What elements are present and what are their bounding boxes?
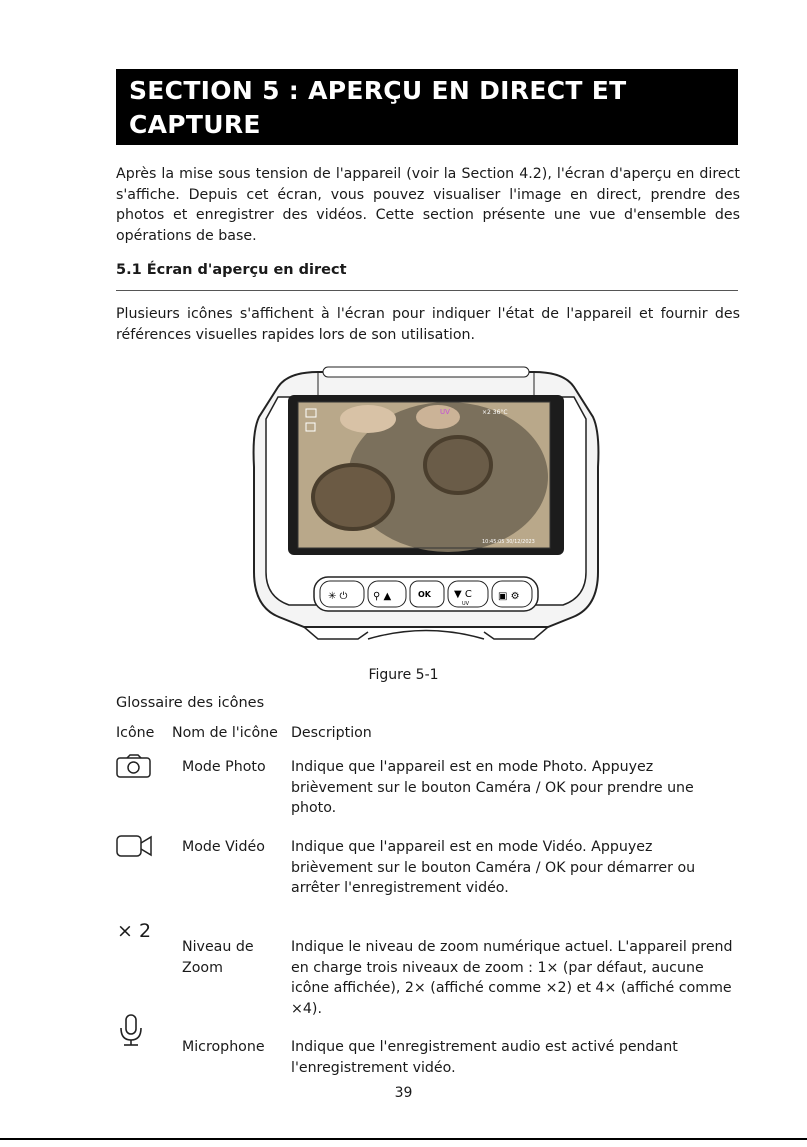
footer-line <box>0 1138 807 1140</box>
screen-status-text: ×2 36°C <box>482 409 508 416</box>
section-title-line2: CAPTURE <box>129 110 261 139</box>
header-icon: Icône <box>116 725 155 741</box>
subsection-title: 5.1 Écran d'aperçu en direct <box>116 262 347 278</box>
device-illustration <box>248 357 604 657</box>
glossary-title: Glossaire des icônes <box>116 695 265 711</box>
device-figure <box>248 357 604 657</box>
section-title-box <box>116 69 738 145</box>
row-name-zoom: Niveau de Zoom <box>182 939 254 976</box>
screen-uv-label: UV <box>440 408 450 416</box>
row-desc-zoom: Indique le niveau de zoom numérique actuel. L'appareil prend en charge trois niveaux de zoom : 1× (par défaut, aucune icône affichée), 2× (affiché comme ×2) et 4× (affiché comme ×4). <box>291 939 733 1017</box>
row-desc-microphone: Indique que l'enregistrement audio est activé pendant l'enregistrement vidéo. <box>291 1039 678 1076</box>
row-name-photo: Mode Photo <box>182 759 266 775</box>
video-camera-icon <box>116 834 154 862</box>
header-desc: Description <box>291 725 372 741</box>
microphone-icon <box>118 1014 144 1052</box>
section-title-line1: SECTION 5 : APERÇU EN DIRECT ET <box>129 76 627 105</box>
page-number: 39 <box>394 1085 413 1101</box>
subsection-divider <box>116 290 738 291</box>
svg-text:⚲ ▲: ⚲ ▲ <box>373 591 392 602</box>
screen-timestamp: 10:45:05 30/12/2023 <box>482 539 535 545</box>
camera-icon <box>116 754 152 782</box>
intro-paragraph: Après la mise sous tension de l'appareil (voir la Section 4.2), l'écran d'aperçu en direct s'affiche. Depuis cet écran, vous pouvez visualiser l'image en direct, prendre des photos et enregistrer des vidéos. Cette section présente une vue d'ensemble des opérations de base. <box>116 166 740 244</box>
row-desc-video: Indique que l'appareil est en mode Vidéo. Appuyez brièvement sur le bouton Caméra / OK pour démarrer ou arrêter l'enregistrement vidéo. <box>291 839 696 896</box>
subsection-paragraph: Plusieurs icônes s'affichent à l'écran pour indiquer l'état de l'appareil et fournir des références visuelles rapides lors de son utilisation. <box>116 306 740 343</box>
svg-text:✳ ⏻: ✳ ⏻ <box>328 591 348 602</box>
svg-text:OK: OK <box>418 590 431 599</box>
row-name-microphone: Microphone <box>182 1039 265 1055</box>
row-desc-photo: Indique que l'appareil est en mode Photo. Appuyez brièvement sur le bouton Caméra / OK pour prendre une photo. <box>291 759 694 816</box>
svg-text:UV: UV <box>462 601 470 607</box>
figure-caption: Figure 5-1 <box>368 667 439 683</box>
row-name-video: Mode Vidéo <box>182 839 265 855</box>
header-name: Nom de l'icône <box>172 725 278 741</box>
svg-text:▣ ⚙: ▣ ⚙ <box>498 591 520 602</box>
svg-text:▼ C: ▼ C <box>454 589 472 600</box>
zoom-x2-icon: × 2 <box>117 920 152 942</box>
